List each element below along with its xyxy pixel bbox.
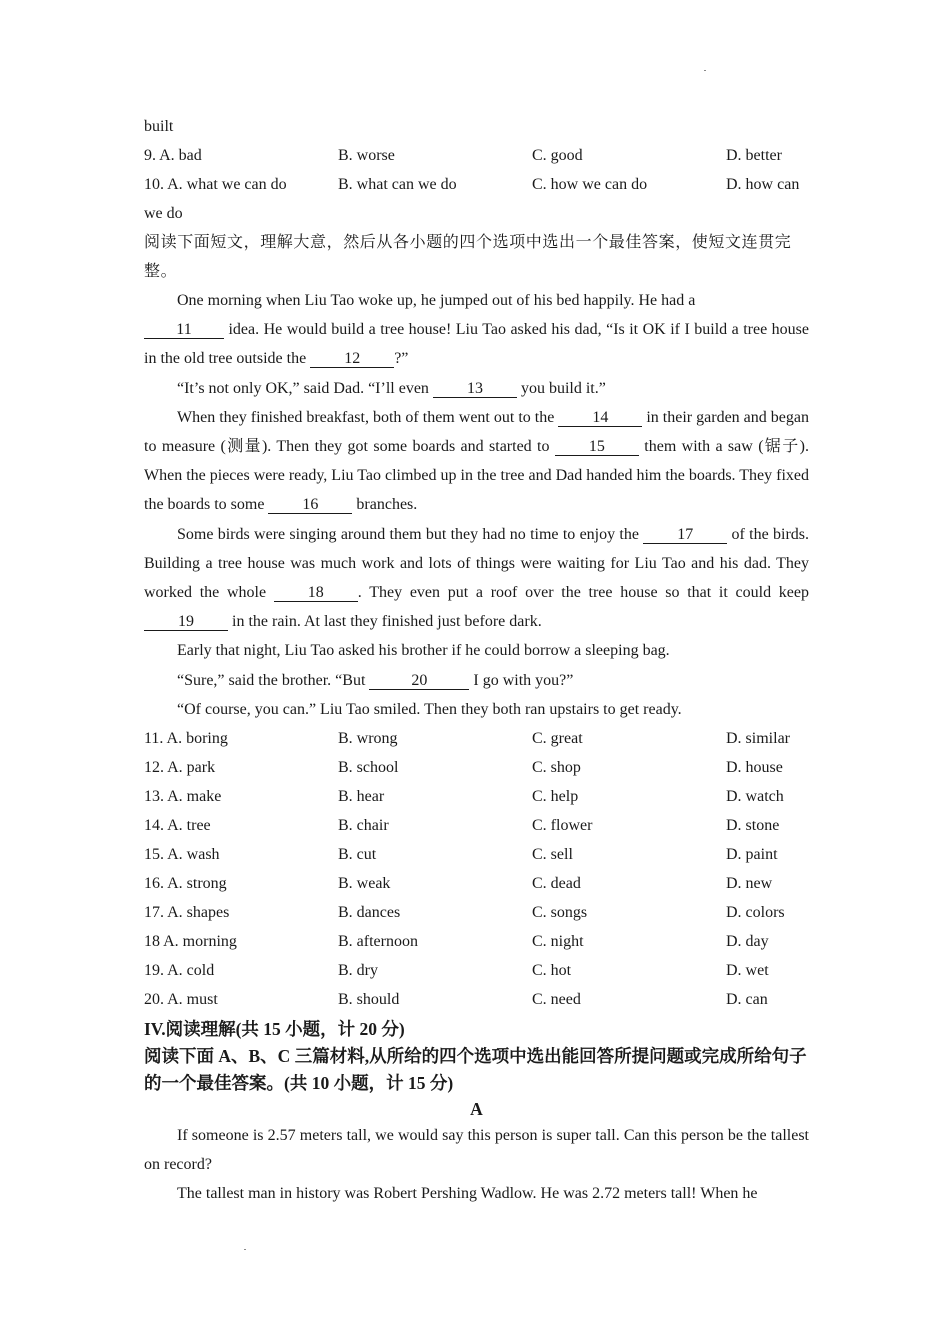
option-c: C. great xyxy=(532,730,583,748)
option-a: 17. A. shapes xyxy=(144,904,230,922)
option-b: B. afternoon xyxy=(338,933,418,951)
question-16-options xyxy=(144,869,809,898)
blank-14: 14 xyxy=(558,410,642,427)
option-a: 9. A. bad xyxy=(144,147,202,164)
option-c: C. night xyxy=(532,933,584,951)
question-10-options xyxy=(144,170,809,199)
option-b: B. wrong xyxy=(338,730,398,748)
option-a: 20. A. must xyxy=(144,991,218,1009)
reading-instruction: 阅读下面 A、B、C 三篇材料,从所给的四个选项中选出能回答所提问题或完成所给句子的一个最佳答案。(共 10 小题，计 15 分) xyxy=(144,1046,807,1094)
cloze-paragraph-2: “It’s not only OK,” said Dad. “I’ll even 13 you build it.” xyxy=(177,379,606,397)
question-11-options xyxy=(144,724,809,753)
question-18-options xyxy=(144,927,809,956)
option-d: D. stone xyxy=(726,817,780,835)
option-d: D. wet xyxy=(726,962,769,980)
option-b: B. weak xyxy=(338,875,391,893)
option-c: C. hot xyxy=(532,962,572,980)
question-13-options xyxy=(144,782,809,811)
passage-a-paragraph-1: If someone is 2.57 meters tall, we would say this person is super tall. Can this person be the tallest on record? xyxy=(144,1127,809,1174)
cloze-instruction: 阅读下面短文，理解大意，然后从各小题的四个选项中选出一个最佳答案，使短文连贯完整。 xyxy=(144,234,792,280)
cloze-paragraph-4: Some birds were singing around them but they had no time to enjoy the 17 of the birds. Building a tree house was much work and lots of things were waiting for Liu Tao and his dad. They worked the whole 18 . They even put a roof over the tree house so that it could keep 19 in the rain. At last they finished just before dark. xyxy=(144,525,810,631)
option-b: B. dry xyxy=(338,962,378,980)
option-d: D. colors xyxy=(726,904,785,922)
question-19-options xyxy=(144,956,809,985)
option-c: C. good xyxy=(532,147,583,164)
question-15-options xyxy=(144,840,809,869)
blank-20: 20 xyxy=(369,673,469,690)
option-c: C. songs xyxy=(532,904,588,922)
option-b: B. worse xyxy=(338,147,395,164)
option-b: B. cut xyxy=(338,846,377,864)
cloze-options-list xyxy=(144,724,809,1014)
option-b: B. what can we do xyxy=(338,176,457,193)
exam-page xyxy=(144,112,809,1209)
question-17-options xyxy=(144,898,809,927)
option-c: C. help xyxy=(532,788,579,806)
option-a: 10. A. what we can do xyxy=(144,176,287,193)
option-d: D. similar xyxy=(726,730,790,748)
option-b: B. hear xyxy=(338,788,385,806)
option-c: C. how we can do xyxy=(532,176,648,193)
option-c: C. dead xyxy=(532,875,581,893)
question-9-options xyxy=(144,141,809,170)
question-20-options xyxy=(144,985,809,1014)
option-d: D. day xyxy=(726,933,769,951)
option-b: B. should xyxy=(338,991,400,1009)
option-c: C. sell xyxy=(532,846,573,864)
option-a: 18 A. morning xyxy=(144,933,237,951)
option-d: D. paint xyxy=(726,846,778,864)
option-c: C. need xyxy=(532,991,581,1009)
option-d: D. how can xyxy=(726,176,800,193)
blank-16: 16 xyxy=(268,497,352,514)
cloze-paragraph-6: “Sure,” said the brother. “But 20 I go with you?” xyxy=(177,671,574,689)
question-14-options xyxy=(144,811,809,840)
blank-17: 17 xyxy=(643,527,727,544)
blank-13: 13 xyxy=(433,381,517,398)
blank-18: 18 xyxy=(274,585,358,602)
cloze-paragraph-5: Early that night, Liu Tao asked his brother if he could borrow a sleeping bag. xyxy=(177,642,670,660)
blank-19: 19 xyxy=(144,614,228,631)
cloze-paragraph-7: “Of course, you can.” Liu Tao smiled. Then they both ran upstairs to get ready. xyxy=(177,700,682,718)
option-a: 19. A. cold xyxy=(144,962,215,980)
option-c: C. shop xyxy=(532,759,581,777)
blank-15: 15 xyxy=(555,439,639,456)
scan-dot-top xyxy=(704,70,706,71)
blank-11: 11 xyxy=(144,322,224,339)
option-b: B. chair xyxy=(338,817,389,835)
option-a: 14. A. tree xyxy=(144,817,211,835)
option-a: 12. A. park xyxy=(144,759,216,777)
blank-12: 12 xyxy=(310,351,394,368)
option-a: 13. A. make xyxy=(144,788,222,806)
option-c: C. flower xyxy=(532,817,593,835)
cloze-paragraph-1: One morning when Liu Tao woke up, he jumped out of his bed happily. He had a 11 idea. He would build a tree house! Liu Tao asked his dad, “Is it OK if I build a tree house in the old tree outside the 12 ?” xyxy=(144,292,809,368)
scan-dot-bottom xyxy=(244,1249,246,1250)
option-a: 15. A. wash xyxy=(144,846,220,864)
option-b: B. dances xyxy=(338,904,401,922)
option-d: D. house xyxy=(726,759,783,777)
question-12-options xyxy=(144,753,809,782)
option-d: D. new xyxy=(726,875,773,893)
option-d: D. can xyxy=(726,991,768,1009)
option-d: D. better xyxy=(726,147,782,164)
reading-section-title: IV.阅读理解(共 15 小题，计 20 分) xyxy=(144,1019,405,1040)
option-d: D. watch xyxy=(726,788,784,806)
cloze-paragraph-3: When they finished breakfast, both of them went out to the 14 in their garden and began to measure (测量). Then they got some boards and started to 15 them with a saw (锯子). When the pieces were ready, Liu Tao climbed up in the tree and Dad handed him the boards. They fixed the boards to some 16 branches. xyxy=(144,408,810,514)
option-a: 11. A. boring xyxy=(144,730,228,748)
passage-label: A xyxy=(470,1099,483,1120)
question-10-option-d-tail: we do xyxy=(144,205,183,222)
option-b: B. school xyxy=(338,759,399,777)
option-a: 16. A. strong xyxy=(144,875,227,893)
passage-a-paragraph-2: The tallest man in history was Robert Pershing Wadlow. He was 2.72 meters tall! When he xyxy=(177,1185,758,1203)
prev-question-tail: built xyxy=(144,118,174,135)
